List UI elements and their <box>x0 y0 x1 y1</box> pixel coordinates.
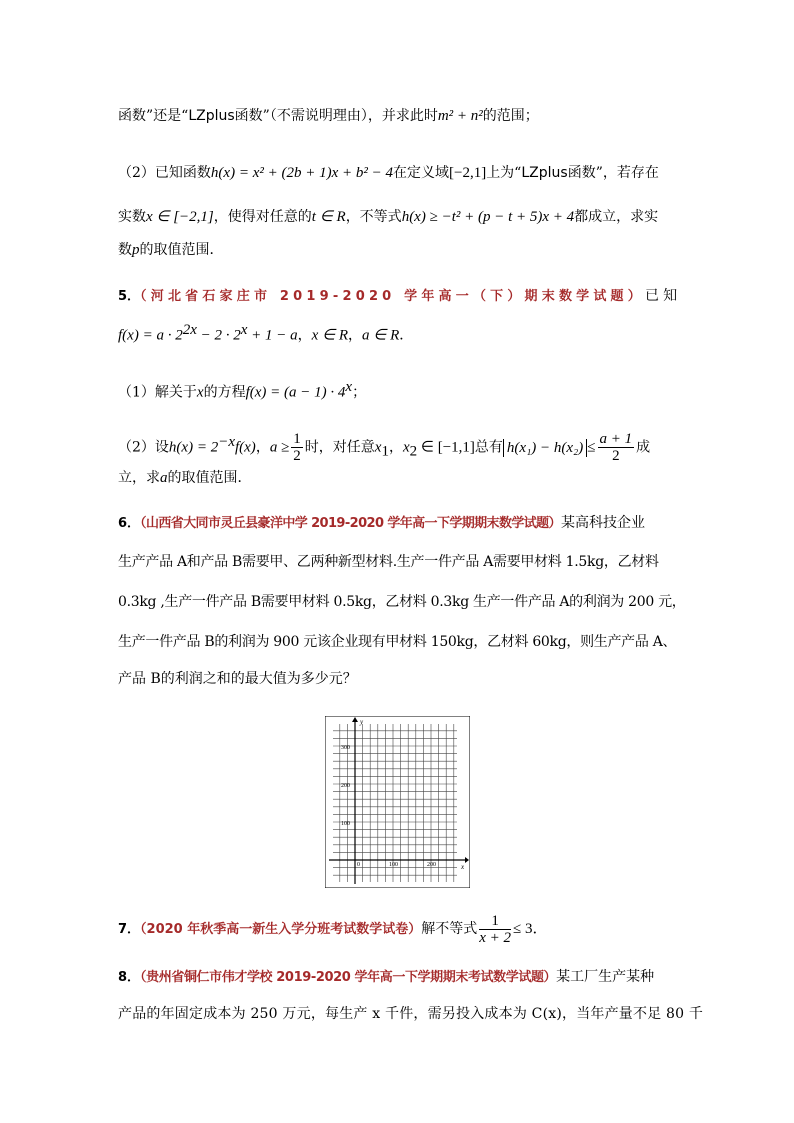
math-exponent: x <box>240 322 248 338</box>
text: 立，求 <box>118 470 160 486</box>
text: 某高科技企业 <box>560 515 645 531</box>
math-expr: m² + n² <box>437 108 483 124</box>
coordinate-grid-figure <box>325 716 470 888</box>
text: 的取值范围． <box>139 242 224 258</box>
y-tick-label: 300 <box>341 745 350 751</box>
y-tick-label: 200 <box>341 783 350 789</box>
y-axis-label: y <box>360 718 364 726</box>
text: 实数 <box>118 209 146 225</box>
math-subscript: 1 <box>381 443 389 460</box>
text: 解不等式 <box>421 921 478 937</box>
math-expr: ≤ <box>587 439 596 456</box>
fraction-denominator: 2 <box>612 448 620 465</box>
text: ， <box>297 327 312 344</box>
grid-lines <box>333 724 457 882</box>
grid-svg <box>325 716 470 888</box>
text: 函数”（不需说明理由），并求此时 <box>234 108 438 124</box>
math-expr: t ∈ R <box>311 209 346 225</box>
problem-5-header <box>118 286 681 307</box>
absolute-value-expr: h(x₁) − h(x₂) <box>503 439 587 457</box>
problem-number: 5． <box>118 289 141 304</box>
text: 已知 <box>644 288 682 304</box>
term-lzplus: LZplus <box>521 165 568 181</box>
problem-source: （2020 年秋季高一新生入学分班考试数学试卷） <box>140 922 422 937</box>
x-tick-label: 200 <box>427 862 436 868</box>
y-axis-arrow <box>352 717 358 722</box>
text: 的方程 <box>203 384 246 401</box>
text: 总有 <box>474 439 503 456</box>
problem-6-line-2: 生产产品 A和产品 B需要甲、乙两种新型材料.生产一件产品 A需要甲材料 1.5kg，乙材料 <box>118 554 659 570</box>
math-expr: f(x) = (a − 1) · 4 <box>245 384 346 401</box>
text: 函数”，若存在 <box>567 165 659 181</box>
text: 数 <box>118 242 132 258</box>
text: ， <box>255 439 270 456</box>
math-expr: x <box>374 439 382 456</box>
text-line-2 <box>118 163 659 183</box>
math-expr: a ∈ R <box>362 327 400 344</box>
text: ， <box>388 439 403 456</box>
x-axis-arrow <box>465 857 469 863</box>
math-expr: a ≥ <box>269 439 290 456</box>
text: ． <box>399 327 414 344</box>
problem-6-line-5: 产品 B的利润之和的最大值为多少元？ <box>118 671 357 687</box>
text: （2）设 <box>118 439 169 456</box>
problem-source: （山西省大同市灵丘县豪洋中学 2019-2020 学年高一下学期期末数学试题） <box>140 516 561 531</box>
math-expr: h(x) ≥ −t² + (p − t + 5)x + 4 <box>401 209 575 225</box>
text: 成 <box>636 439 651 456</box>
x-tick-label: 100 <box>389 862 398 868</box>
text-line-4 <box>118 240 224 260</box>
x-tick-label: 0 <box>357 862 360 868</box>
math-expr: h(x) = 2 <box>168 439 219 456</box>
problem-6-line-4: 生产一件产品 B的利润为 900 元该企业现有甲材料 150kg，乙材料 60kg，则生产产品 A、 <box>118 634 677 650</box>
text: 都成立，求实 <box>574 209 659 225</box>
text: 某工厂生产某种 <box>556 969 655 985</box>
fraction-numerator: a + 1 <box>599 431 633 448</box>
problem-source: （贵州省铜仁市伟才学校 2019-2020 学年高一下学期期末考试数学试题） <box>140 970 557 985</box>
fraction-numerator: 1 <box>293 431 301 448</box>
text: （1）解关于 <box>118 384 197 401</box>
text: ； <box>352 384 367 401</box>
problem-5-part-2-cont <box>118 468 252 488</box>
math-expr: − 2 · 2 <box>196 327 241 344</box>
math-exponent: 2x <box>182 322 197 338</box>
math-expr: x ∈ R <box>311 327 349 344</box>
text: （2）已知函数 <box>118 165 211 181</box>
problem-number: 6． <box>118 516 141 531</box>
fraction-a-plus-1-over-2 <box>598 431 635 464</box>
y-tick-label: 100 <box>341 821 350 827</box>
fraction-one-half <box>291 431 303 464</box>
problem-number: 8． <box>118 970 141 985</box>
math-expr: f(x) = a · 2 <box>118 327 183 344</box>
problem-5-function <box>118 320 413 346</box>
text: ， <box>348 327 363 344</box>
text: ，不等式 <box>345 209 402 225</box>
fraction-1-over-x-plus-2 <box>479 913 511 946</box>
math-expr: ∈ [−1,1] <box>417 439 475 456</box>
math-expr: a <box>160 470 168 486</box>
problem-7 <box>118 911 548 948</box>
math-exponent: −x <box>218 434 235 450</box>
text: 的取值范围． <box>167 470 252 486</box>
math-expr: p <box>132 242 140 258</box>
text-line-3 <box>118 207 658 227</box>
problem-number: 7． <box>118 922 141 937</box>
text-line-1 <box>118 106 539 126</box>
term-lzplus: LZplus <box>188 108 235 124</box>
problem-5-part-2 <box>118 424 650 469</box>
text: 上为“ <box>486 165 522 181</box>
math-expr: + 1 − a <box>247 327 298 344</box>
math-exponent: x <box>345 379 353 395</box>
math-expr: x <box>402 439 410 456</box>
problem-8-header <box>118 967 654 988</box>
problem-8-line-2: 产品的年固定成本为 250 万元，每生产 x 千件，需另投入成本为 C(x)，当年产量不足 80 千 <box>118 1006 704 1022</box>
math-expr: f(x) <box>234 439 256 456</box>
problem-6-header <box>118 513 645 534</box>
fraction-denominator: x + 2 <box>479 929 512 946</box>
x-axis-label: x <box>461 863 465 871</box>
math-expr: [−2,1] <box>448 165 487 181</box>
math-expr: x ∈ [−2,1] <box>146 209 214 225</box>
math-expr: x <box>196 384 204 401</box>
text: 的范围； <box>482 108 539 124</box>
text: 时，对任意 <box>304 439 375 456</box>
problem-5-part-1 <box>118 377 366 403</box>
text: 在定义域 <box>392 165 449 181</box>
math-subscript: 2 <box>409 443 418 460</box>
text: ，使得对任意的 <box>213 209 312 225</box>
math-expr: h(x) = x² + (2b + 1)x + b² − 4 <box>210 165 393 181</box>
fraction-denominator: 2 <box>293 448 301 465</box>
math-expr: ≤ 3． <box>513 921 548 937</box>
fraction-numerator: 1 <box>479 913 511 930</box>
text: 函数”还是“ <box>118 108 189 124</box>
problem-source: （河北省石家庄市 2019-2020 学年高一（下）期末数学试题） <box>140 289 645 304</box>
problem-6-line-3: 0.3kg ,生产一件产品 B需要甲材料 0.5kg，乙材料 0.3kg 生产一件产品 A的利润为 200 元， <box>118 594 686 610</box>
